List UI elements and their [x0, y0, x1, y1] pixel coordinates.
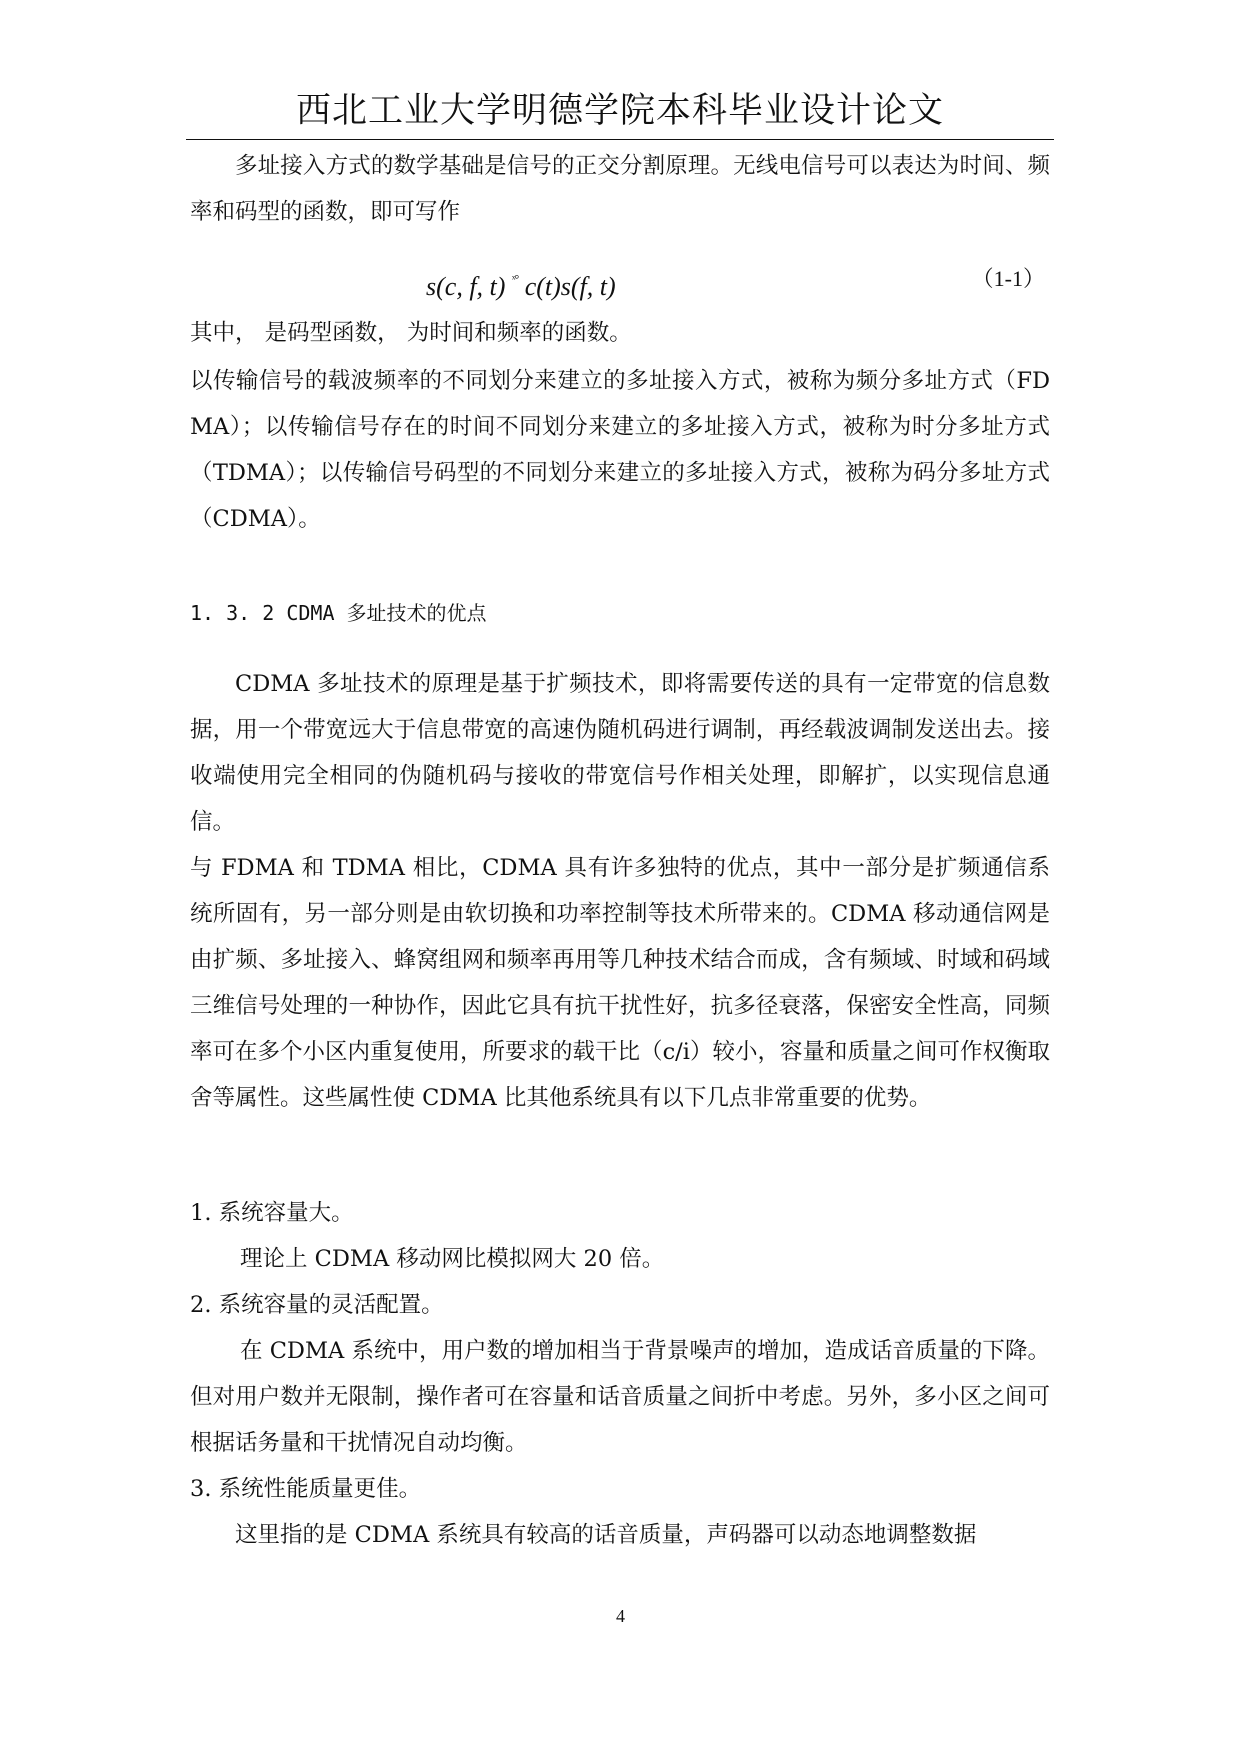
formula-symbol: ˣ°	[511, 272, 519, 286]
paragraph-intro: 多址接入方式的数学基础是信号的正交分割原理。无线电信号可以表达为时间、频率和码型的函数，即可写作	[190, 153, 1050, 225]
list-item-2: 2. 系统容量的灵活配置。	[190, 1292, 444, 1318]
list-item-2-body: 在 CDMA 系统中，用户数的增加相当于背景噪声的增加，造成话音质量的下降。但对用户数并无限制，操作者可在容量和话音质量之间折中考虑。另外，多小区之间可根据话务量和干扰情况自动均衡。	[190, 1338, 1050, 1456]
section-heading: 1. 3. 2 CDMA 多址技术的优点	[190, 601, 487, 625]
formula-1-1	[426, 259, 616, 307]
paragraph-principle: CDMA 多址技术的原理是基于扩频技术，即将需要传送的具有一定带宽的信息数据，用一个带宽远大于信息带宽的高速伪随机码进行调制，再经载波调制发送出去。接收端使用完全相同的伪随机码与接收的带宽信号作相关处理，即解扩，以实现信息通信。	[190, 671, 1050, 835]
header-title: 西北工业大学明德学院本科毕业设计论文	[295, 91, 944, 131]
list-item-3-body: 这里指的是 CDMA 系统具有较高的话音质量，声码器可以动态地调整数据	[235, 1522, 977, 1548]
paragraph-methods: 以传输信号的载波频率的不同划分来建立的多址接入方式，被称为频分多址方式（FDMA）；以传输信号存在的时间不同划分来建立的多址接入方式，被称为时分多址方式（TDMA）；以传输信号码型的不同划分来建立的多址接入方式，被称为码分多址方式（CDMA）。	[190, 368, 1050, 532]
paragraph-advantages: 与 FDMA 和 TDMA 相比，CDMA 具有许多独特的优点，其中一部分是扩频通信系统所固有，另一部分则是由软切换和功率控制等技术所带来的。CDMA 移动通信网是由扩频、多址接入、蜂窝组网和频率再用等几种技术结合而成，含有频域、时域和码域三维信号处理的一种协作，因此它具有抗干扰性好，抗多径衰落，保密安全性高，同频率可在多个小区内重复使用，所要求的载干比（c/i）较小，容量和质量之间可作权衡取舍等属性。这些属性使 CDMA 比其他系统具有以下几点非常重要的优势。	[190, 855, 1050, 1111]
list-item-3: 3. 系统性能质量更佳。	[190, 1476, 422, 1502]
page-number: 4	[616, 1606, 625, 1626]
list-item-1-body: 理论上 CDMA 移动网比模拟网大 20 倍。	[240, 1246, 665, 1272]
equation-number: （1-1）	[971, 266, 1045, 291]
formula-lhs: s(c, f, t)	[426, 272, 506, 301]
formula-rhs: c(t)s(f, t)	[524, 272, 616, 301]
header-rule	[186, 139, 1054, 140]
paragraph-where: 其中， 是码型函数， 为时间和频率的函数。	[190, 320, 632, 346]
list-item-1: 1. 系统容量大。	[190, 1200, 354, 1226]
